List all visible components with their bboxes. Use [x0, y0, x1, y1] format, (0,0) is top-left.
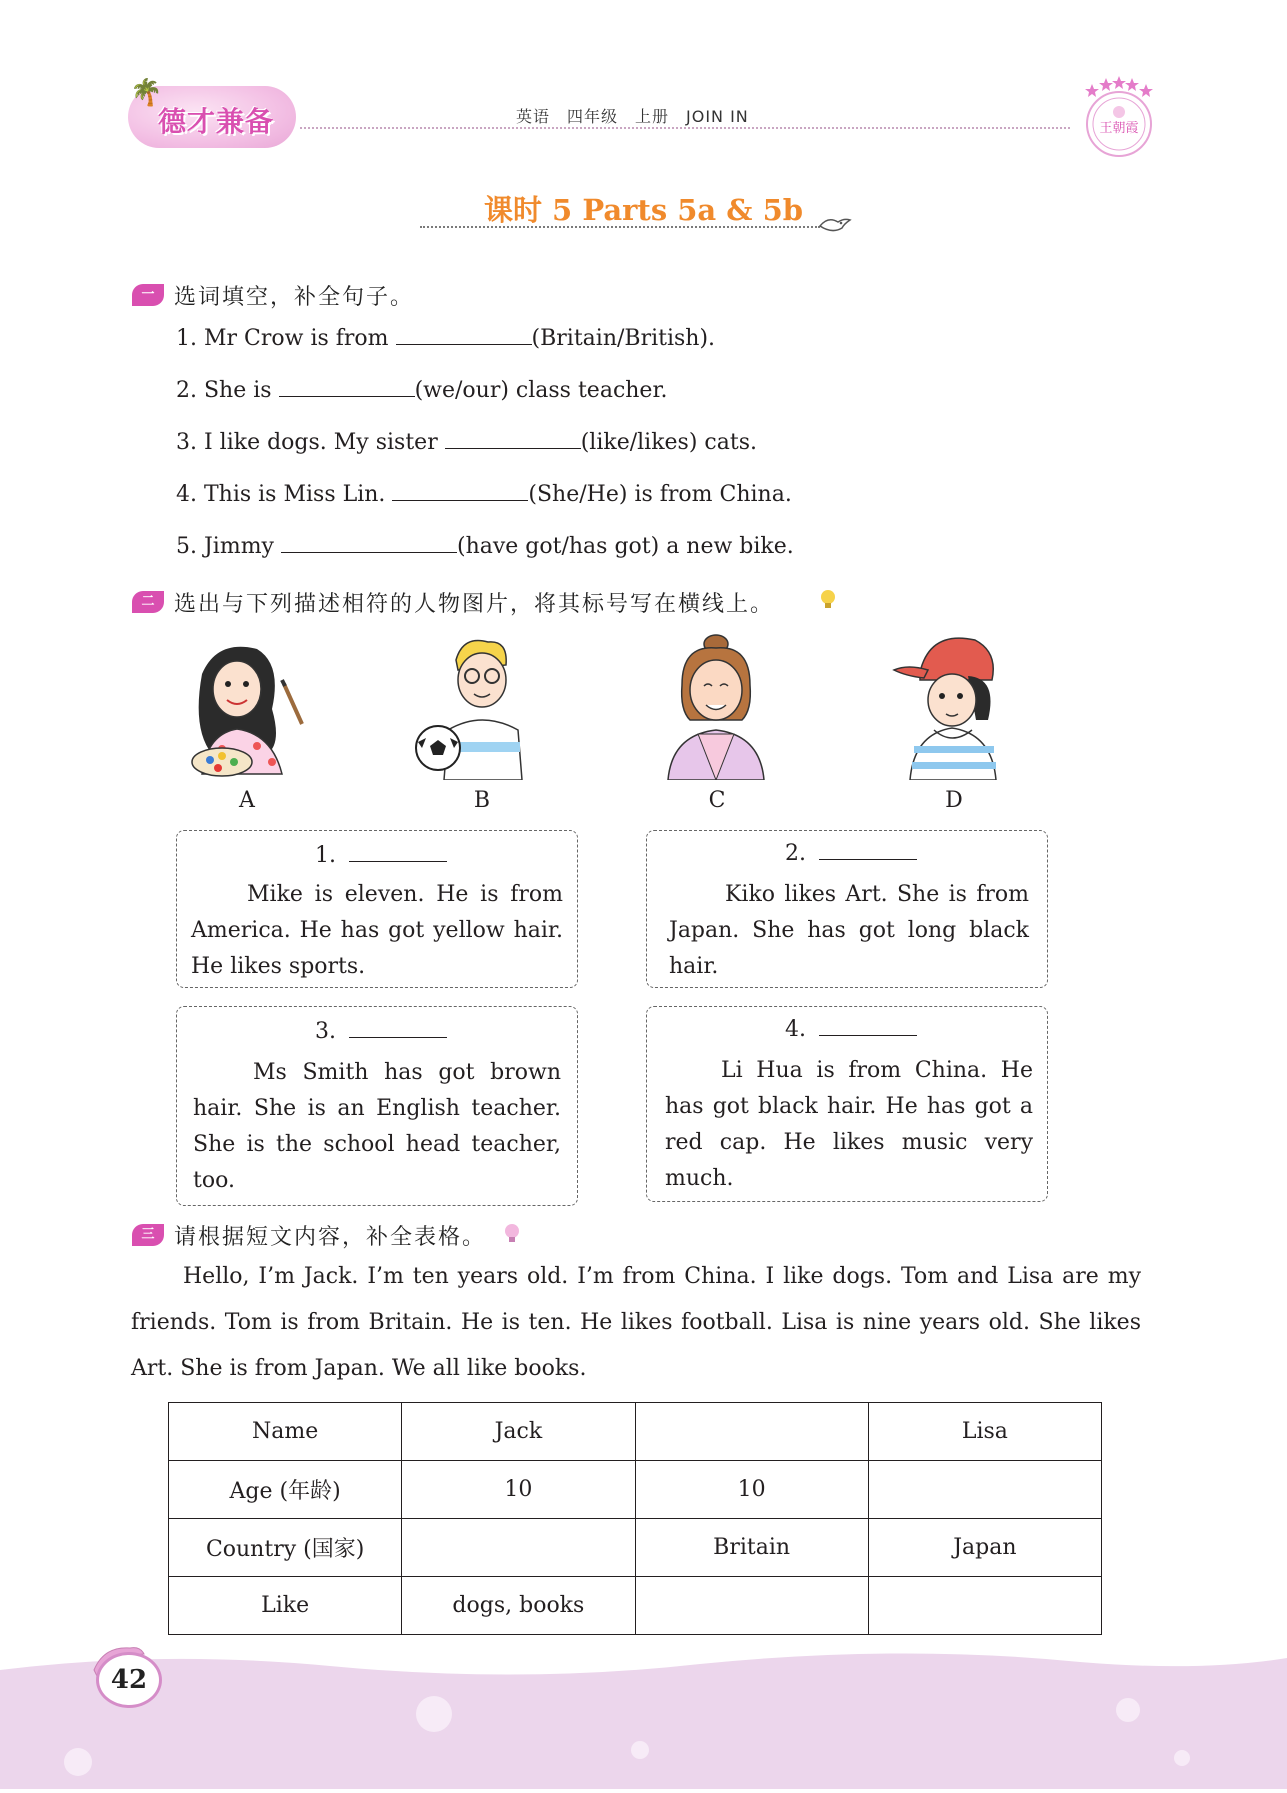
table-row	[169, 1519, 1102, 1577]
lightbulb-icon	[502, 1222, 522, 1250]
item-1-options: (Britain/British).	[531, 326, 716, 351]
picture-a-girl-painter	[172, 634, 322, 784]
title-underline	[420, 226, 820, 228]
logo-text: 德才兼备	[158, 105, 275, 138]
section2-badge: 二	[132, 591, 164, 613]
bird-icon	[818, 214, 852, 240]
picture-label-b: B	[473, 788, 491, 813]
table-cell: Japan	[868, 1519, 1101, 1577]
description-box-4	[646, 1006, 1048, 1202]
table-cell-blank[interactable]	[635, 1403, 868, 1461]
exercise-item-5	[176, 534, 794, 559]
item-1-text: 1. Mr Crow is from	[176, 326, 396, 351]
info-table	[168, 1402, 1102, 1635]
answer-blank-5[interactable]	[281, 534, 457, 553]
box-2-answer-blank[interactable]	[819, 841, 917, 860]
seal-text: 王朝霞	[1099, 121, 1139, 136]
picture-label-c: C	[708, 788, 726, 813]
box-4-number	[785, 1017, 917, 1042]
header-divider	[300, 127, 1070, 129]
box-1-answer-blank[interactable]	[349, 843, 447, 862]
lesson-title: 课时 5 Parts 5a & 5b	[483, 193, 804, 227]
item-3-text: 3. I like dogs. My sister	[176, 430, 445, 455]
exercise-item-1	[176, 326, 715, 351]
box-4-text: Li Hua is from China. He has got black hair. He has got a red cap. He likes music very much.	[665, 1058, 1033, 1191]
table-cell: Name	[169, 1403, 402, 1461]
palm-tree-icon: 🌴	[130, 78, 163, 108]
reading-passage: Hello, I’m Jack. I’m ten years old. I’m from China. I like dogs. Tom and Lisa are my friends. Tom is from Britain. He is ten. He likes football. Lisa is nine years old. She likes Art. She is from Japan. We all like books.	[131, 1264, 1141, 1381]
table-cell: Jack	[402, 1403, 635, 1461]
picture-b-boy-soccer	[408, 630, 558, 780]
box-1-num: 1.	[315, 843, 336, 868]
item-5-text: 5. Jimmy	[176, 534, 281, 559]
table-cell-blank[interactable]	[868, 1461, 1101, 1519]
picture-label-a: A	[239, 788, 255, 813]
table-cell: dogs, books	[402, 1577, 635, 1635]
item-2-text: 2. She is	[176, 378, 279, 403]
table-cell: Lisa	[868, 1403, 1101, 1461]
picture-label-d: D	[945, 788, 963, 813]
table-cell: Britain	[635, 1519, 868, 1577]
page-number: 42	[96, 1652, 162, 1708]
picture-d-boy-red-cap	[880, 630, 1030, 780]
footer-wave	[0, 1640, 1287, 1789]
book-info: 英语 四年级 上册 JOIN IN	[510, 104, 755, 127]
box-3-num: 3.	[315, 1019, 336, 1044]
section1-title: 选词填空，补全句子。	[174, 285, 415, 310]
exercise-item-3	[176, 430, 757, 455]
exercise-item-4	[176, 482, 792, 507]
table-cell: Country (国家)	[169, 1519, 402, 1577]
section3-title: 请根据短文内容，补全表格。	[174, 1225, 487, 1250]
box-1-text: Mike is eleven. He is from America. He has got yellow hair. He likes sports.	[191, 882, 563, 979]
table-cell-blank[interactable]	[635, 1577, 868, 1635]
section2-title: 选出与下列描述相符的人物图片，将其标号写在横线上。	[174, 592, 775, 617]
answer-blank-1[interactable]	[396, 326, 532, 345]
table-row	[169, 1461, 1102, 1519]
section3-badge: 三	[132, 1224, 164, 1246]
box-2-num: 2.	[785, 841, 806, 866]
section1-badge: 一	[132, 284, 164, 306]
box-1-number	[315, 843, 447, 868]
box-3-answer-blank[interactable]	[349, 1019, 447, 1038]
box-3-text: Ms Smith has got brown hair. She is an English teacher. She is the school head teacher, too.	[193, 1060, 561, 1193]
table-cell: Age (年龄)	[169, 1461, 402, 1519]
table-cell: Like	[169, 1577, 402, 1635]
item-4-options: (She/He) is from China.	[528, 482, 792, 507]
item-5-options: (have got/has got) a new bike.	[456, 534, 794, 559]
table-cell-blank[interactable]	[402, 1519, 635, 1577]
description-box-1	[176, 830, 578, 988]
description-box-3	[176, 1006, 578, 1206]
series-logo	[128, 80, 304, 152]
item-4-text: 4. This is Miss Lin.	[176, 482, 393, 507]
box-4-num: 4.	[785, 1017, 806, 1042]
item-3-options: (like/likes) cats.	[580, 430, 757, 455]
box-4-answer-blank[interactable]	[819, 1017, 917, 1036]
answer-blank-4[interactable]	[392, 482, 528, 501]
box-2-text: Kiko likes Art. She is from Japan. She has got long black hair.	[669, 882, 1029, 979]
table-row	[169, 1577, 1102, 1635]
answer-blank-3[interactable]	[445, 430, 581, 449]
publisher-seal	[1078, 76, 1160, 158]
box-3-number	[315, 1019, 447, 1044]
table-row	[169, 1403, 1102, 1461]
table-cell: 10	[635, 1461, 868, 1519]
answer-blank-2[interactable]	[279, 378, 415, 397]
table-cell-blank[interactable]	[868, 1577, 1101, 1635]
item-2-options: (we/our) class teacher.	[414, 378, 668, 403]
description-box-2	[646, 830, 1048, 988]
table-cell: 10	[402, 1461, 635, 1519]
exercise-item-2	[176, 378, 668, 403]
box-2-number	[785, 841, 917, 866]
lightbulb-icon	[818, 588, 838, 616]
picture-c-woman-teacher	[642, 630, 792, 780]
